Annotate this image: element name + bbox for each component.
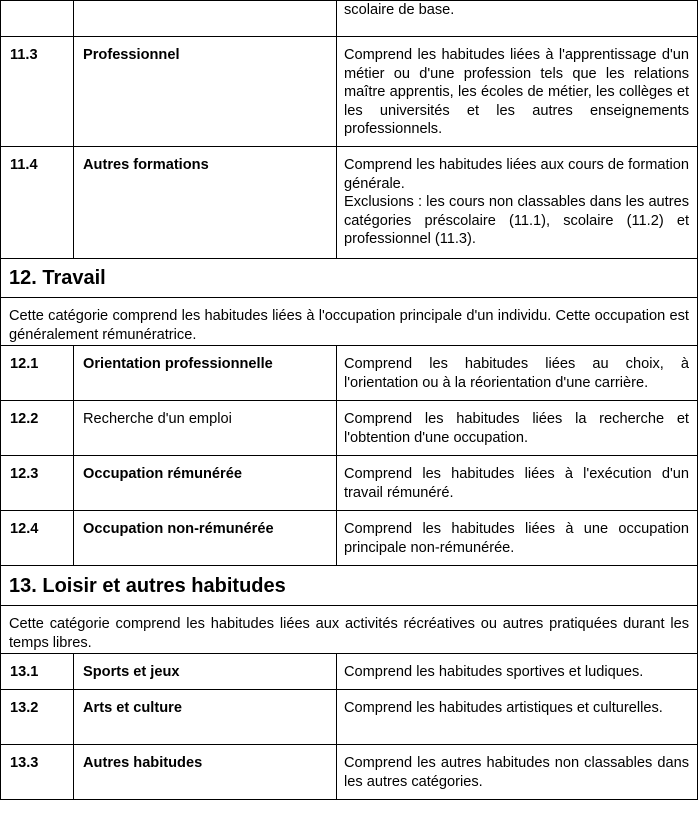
table-row — [1, 745, 698, 800]
item-description — [337, 456, 698, 511]
section-heading: 12. Travail — [1, 259, 698, 298]
item-label: Recherche d'un emploi — [74, 401, 337, 456]
description-paragraph: scolaire de base. — [344, 2, 455, 18]
description-paragraph: Comprend les habitudes artistiques et culturelles. — [344, 700, 663, 716]
table-row — [1, 147, 698, 259]
item-code: 13.2 — [1, 690, 74, 745]
item-description — [337, 37, 698, 147]
section-heading: 13. Loisir et autres habitudes — [1, 566, 698, 606]
description-paragraph: Comprend les habitudes liées à l'exécution d'un travail rémunéré. — [344, 466, 689, 501]
section-heading-row — [1, 566, 698, 606]
table-body — [1, 1, 698, 800]
description-paragraph: Comprend les habitudes liées la recherche et l'obtention d'une occupation. — [344, 411, 689, 446]
item-description — [337, 511, 698, 566]
table-row — [1, 346, 698, 401]
item-code: 12.2 — [1, 401, 74, 456]
item-label: Professionnel — [74, 37, 337, 147]
item-label: Autres formations — [74, 147, 337, 259]
table-row — [1, 456, 698, 511]
section-heading-row — [1, 259, 698, 298]
item-label: Autres habitudes — [74, 745, 337, 800]
item-code: 13.3 — [1, 745, 74, 800]
item-label: Orientation professionnelle — [74, 346, 337, 401]
table-row — [1, 690, 698, 745]
section-intro: Cette catégorie comprend les habitudes liées à l'occupation principale d'un individu. Cette occupation est généralement rémunératrice. — [1, 298, 698, 346]
description-paragraph: Comprend les habitudes sportives et ludiques. — [344, 664, 644, 680]
description-paragraph: Comprend les habitudes liées à l'apprentissage d'un métier ou d'une profession tels que les relations maître apprentis, les écoles de métier, les collèges et les universités et les autres enseignements professionnels. — [344, 47, 689, 137]
description-paragraph: Comprend les habitudes liées aux cours de formation générale. — [344, 157, 689, 192]
item-code: 12.1 — [1, 346, 74, 401]
section-intro-row — [1, 606, 698, 654]
table-row — [1, 511, 698, 566]
item-description — [337, 401, 698, 456]
item-code: 12.4 — [1, 511, 74, 566]
description-paragraph: Exclusions : les cours non classables dans les autres catégories préscolaire (11.1), scolaire (11.2) et professionnel (11.3). — [344, 194, 689, 247]
item-description — [337, 654, 698, 690]
item-label: Occupation rémunérée — [74, 456, 337, 511]
table-row — [1, 654, 698, 690]
item-label: Sports et jeux — [74, 654, 337, 690]
item-code: 11.3 — [1, 37, 74, 147]
item-code: 12.3 — [1, 456, 74, 511]
description-paragraph: Comprend les habitudes liées au choix, à l'orientation ou à la réorientation d'une carrière. — [344, 356, 689, 391]
item-description — [337, 745, 698, 800]
item-label: Arts et culture — [74, 690, 337, 745]
item-label — [74, 1, 337, 37]
section-intro-row — [1, 298, 698, 346]
description-paragraph: Comprend les habitudes liées à une occupation principale non-rémunérée. — [344, 521, 689, 556]
item-description — [337, 147, 698, 259]
description-paragraph: Comprend les autres habitudes non classables dans les autres catégories. — [344, 755, 689, 790]
item-code — [1, 1, 74, 37]
item-code: 13.1 — [1, 654, 74, 690]
item-code: 11.4 — [1, 147, 74, 259]
item-description — [337, 690, 698, 745]
table-row — [1, 37, 698, 147]
item-description — [337, 346, 698, 401]
item-description — [337, 1, 698, 37]
section-intro: Cette catégorie comprend les habitudes liées aux activités récréatives ou autres pratiquées durant les temps libres. — [1, 606, 698, 654]
table-row — [1, 401, 698, 456]
item-label: Occupation non-rémunérée — [74, 511, 337, 566]
table-row — [1, 1, 698, 37]
